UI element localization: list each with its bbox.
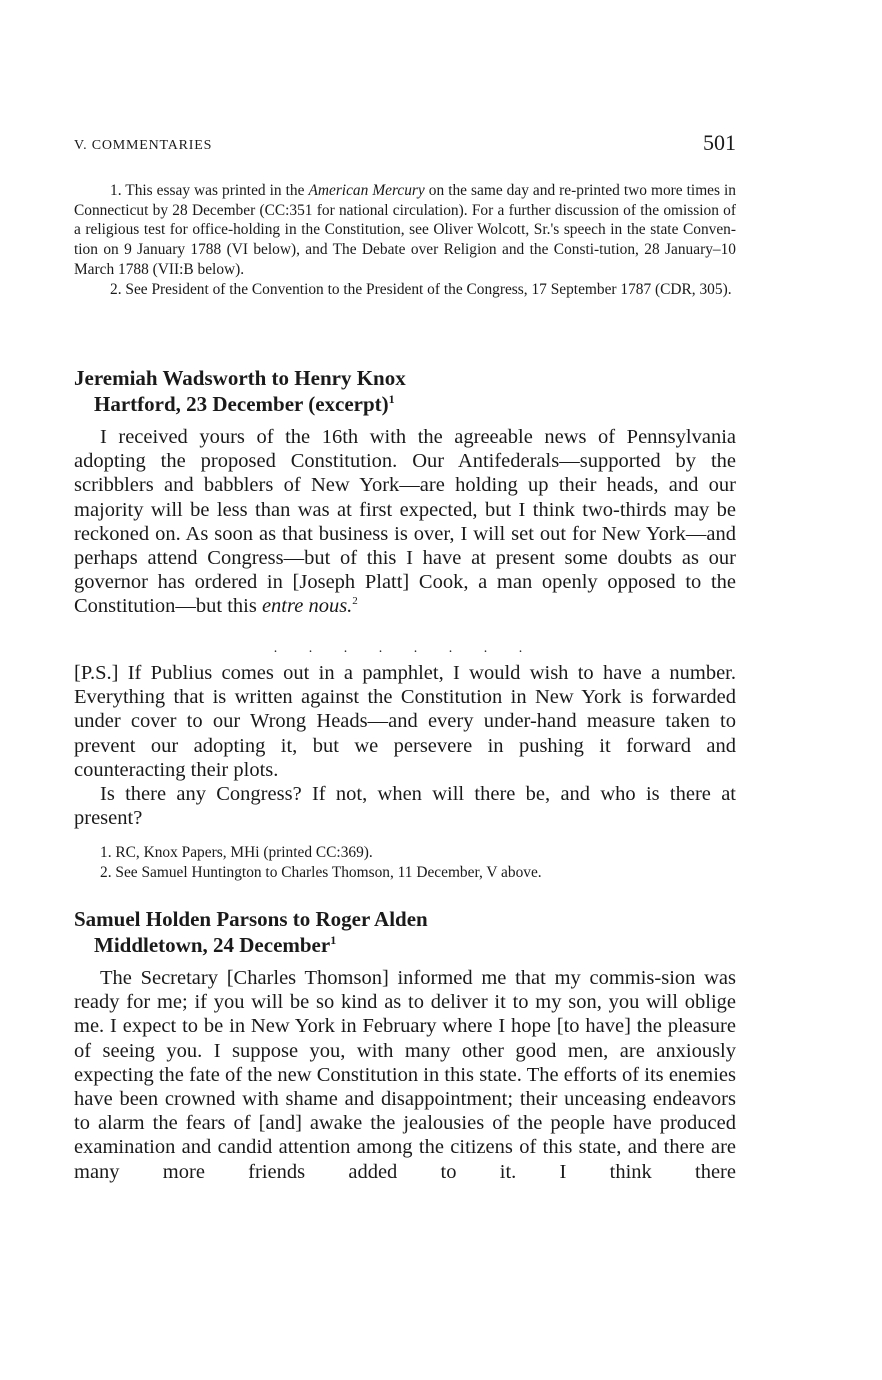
letter-2-body <box>74 966 736 1184</box>
letter-1-footnotes <box>74 843 736 882</box>
postscript-paragraph-2: Is there any Congress? If not, when will there be, and who is there at present? <box>74 783 736 830</box>
page-number: 501 <box>703 130 736 155</box>
letter-2-heading <box>74 906 736 958</box>
footnote-number: 1. <box>110 182 122 199</box>
postscript-paragraph: [P.S.] If Publius comes out in a pamphlet, I would wish to have a number. Everything that is written against the Constitution in New York is forwarded under cover to our Wrong Heads—and every under-hand measure taken to prevent our adopting it, but we persevere in pushing it forward and counteracting their plots. <box>74 662 736 781</box>
footnote-2: 2. See President of the Convention to the President of the Congress, 17 September 1787 (CDR, 305). <box>110 280 732 298</box>
footnote-ref: 1 <box>388 392 395 406</box>
letter-1-place-date: Hartford, 23 December (excerpt)$^1$ <box>94 392 395 416</box>
footnote-1: 1. This essay was printed in the American Mercury on the same day and re-printed two more times in Connecticut by 28 December (CC:351 for national circulation). For a further discussion of the omission of a religious test for office-holding in the Constitution, see Oliver Wolcott, Sr.'s speech in the state Conven-tion on 9 January 1788 (VI below), and The Debate over Religion and the Consti-tution, 28 January–10 March 1788 (VII:B below). <box>74 182 736 278</box>
section-title: V. COMMENTARIES <box>74 138 213 153</box>
publication-title: American Mercury <box>308 182 425 199</box>
footnote-ref: 1 <box>330 933 337 947</box>
running-head <box>74 130 736 160</box>
footnote-1: 1. RC, Knox Papers, MHi (printed CC:369). <box>100 844 373 861</box>
footnotes-top <box>74 181 736 299</box>
ellipsis-divider: . . . . . . . . <box>273 641 537 656</box>
letter-2-place-date: Middletown, 24 December$^1$ <box>94 933 337 957</box>
letter-1-title: Jeremiah Wadsworth to Henry Knox <box>74 366 406 390</box>
letter-1-heading <box>74 365 736 417</box>
letter-1-paragraph: I received yours of the 16th with the agreeable news of Pennsylvania adopting the proposed Constitution. Our Antifederals—supported by the scribblers and babblers of New York—are holding up their heads, and our majority will be less than was at first expected, but I think two-thirds may be reckoned on. As soon as that business is over, I will set out for New York—and perhaps attend Congress—but of this I have at present some doubts as our governor has ordered in [Joseph Platt] Cook, a man openly opposed to the Constitution—but this entre nous.$^2$ <box>74 426 736 618</box>
letter-1-postscript <box>74 661 736 830</box>
footnote-ref: 2 <box>352 595 358 608</box>
footnote-2: 2. See Samuel Huntington to Charles Thomson, 11 December, V above. <box>100 863 542 881</box>
footnote-number: 2. <box>110 280 122 298</box>
letter-1-body <box>74 425 736 619</box>
italic-phrase: entre nous. <box>261 595 353 618</box>
letter-2-title: Samuel Holden Parsons to Roger Alden <box>74 907 428 931</box>
letter-2-paragraph: The Secretary [Charles Thomson] informed me that my commis-sion was ready for me; if you will be so kind as to deliver it to my son, you will oblige me. I expect to be in New York in February where I hope [to have] the pleasure of seeing you. I suppose you, with many other good men, are anxiously expecting the fate of the new Constitution in this state. The efforts of its enemies have been crowned with shame and disappointment; their unceasing endeavors to alarm the fears of [and] awake the jealousies of the people have produced examination and candid attention among the citizens of this state, and there are many more friends added to it. I think there <box>74 967 736 1183</box>
